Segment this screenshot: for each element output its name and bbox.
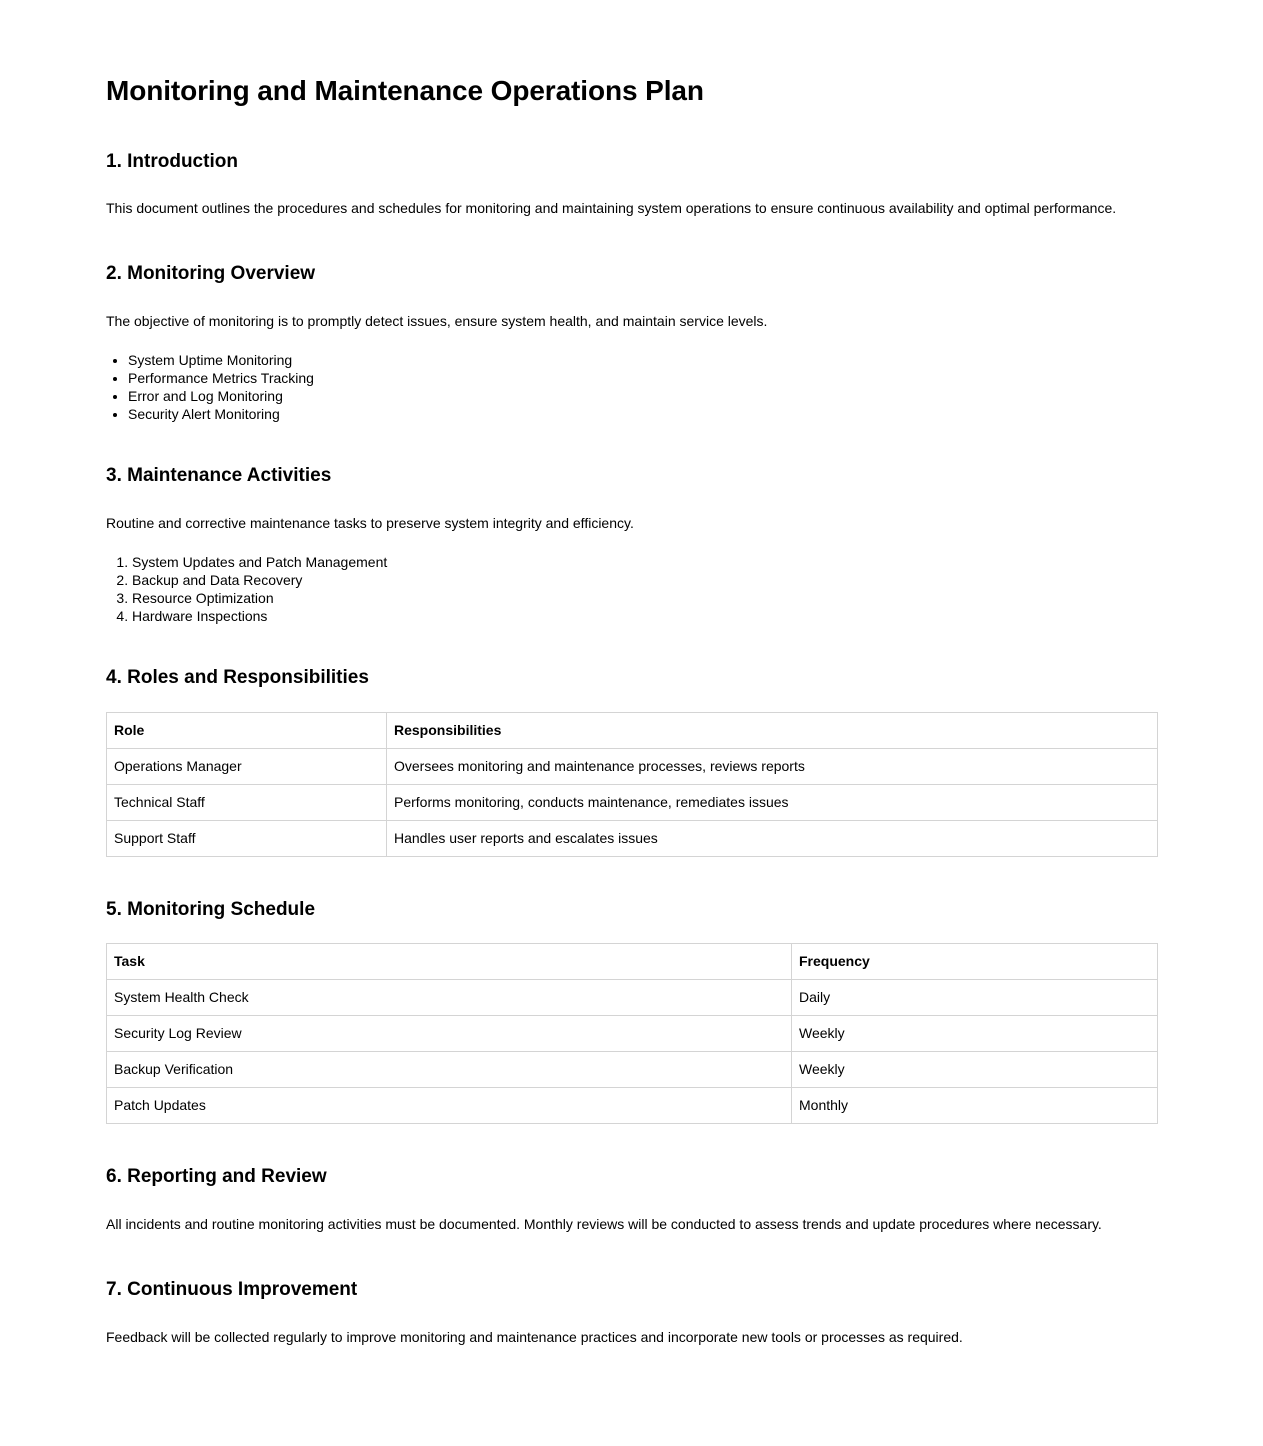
monitoring-overview-bullet-list (106, 351, 1158, 423)
list-item: • Performance Metrics Tracking (128, 369, 1158, 387)
list-item: 2. Backup and Data Recovery (132, 571, 1158, 589)
section-heading: 1. Introduction (106, 150, 238, 172)
list-item: • Security Alert Monitoring (128, 405, 1158, 423)
table-body (107, 980, 1158, 1124)
cell-responsibilities: Oversees monitoring and maintenance processes, reviews reports (387, 748, 1158, 784)
section-heading: 7. Continuous Improvement (106, 1279, 358, 1301)
roles-responsibilities-table (106, 712, 1158, 857)
cell-task: Patch Updates (107, 1088, 792, 1124)
maintenance-activities-numbered-list (106, 553, 1158, 625)
table-row (107, 980, 1158, 1016)
cell-frequency: Weekly (792, 1016, 1158, 1052)
section-heading: 6. Reporting and Review (106, 1166, 327, 1188)
list-item: 3. Resource Optimization (132, 589, 1158, 607)
cell-task: Backup Verification (107, 1052, 792, 1088)
cell-responsibilities: Handles user reports and escalates issues (387, 820, 1158, 856)
cell-frequency: Daily (792, 980, 1158, 1016)
maintenance-activities-list-block (106, 553, 1158, 625)
list-item: 1. System Updates and Patch Management (132, 553, 1158, 571)
section-monitoring-schedule (106, 898, 1158, 1125)
cell-role: Operations Manager (107, 748, 387, 784)
cell-responsibilities: Performs monitoring, conducts maintenance, remediates issues (387, 784, 1158, 820)
monitoring-overview-list-block (106, 351, 1158, 423)
section-maintenance-activities (106, 464, 1158, 625)
list-item: • System Uptime Monitoring (128, 351, 1158, 369)
column-header-task: Task (107, 944, 792, 980)
column-header-frequency: Frequency (792, 944, 1158, 980)
table-row (107, 748, 1158, 784)
section-roles-and-responsibilities (106, 666, 1158, 857)
section-paragraph: This document outlines the procedures and schedules for monitoring and maintaining system operations to ensure continuous availability and optimal performance. (106, 200, 1117, 217)
table-header (107, 944, 1158, 980)
list-item: 4. Hardware Inspections (132, 607, 1158, 625)
table-header (107, 712, 1158, 748)
table-header-row (107, 712, 1158, 748)
table-row (107, 1052, 1158, 1088)
list-item: • Error and Log Monitoring (128, 387, 1158, 405)
table-body (107, 748, 1158, 856)
column-header-responsibilities: Responsibilities (387, 712, 1158, 748)
column-header-role: Role (107, 712, 387, 748)
section-introduction (106, 150, 1158, 222)
section-heading: 4. Roles and Responsibilities (106, 666, 369, 688)
monitoring-schedule-table (106, 943, 1158, 1124)
section-heading: 2. Monitoring Overview (106, 263, 316, 285)
section-heading: 3. Maintenance Activities (106, 465, 332, 487)
section-reporting-and-review (106, 1165, 1158, 1237)
table-row (107, 784, 1158, 820)
table-row (107, 820, 1158, 856)
section-continuous-improvement (106, 1278, 1158, 1350)
table-row (107, 1016, 1158, 1052)
section-monitoring-overview (106, 262, 1158, 423)
page-title: Monitoring and Maintenance Operations Plan (106, 75, 704, 106)
table-header-row (107, 944, 1158, 980)
cell-role: Technical Staff (107, 784, 387, 820)
section-heading: 5. Monitoring Schedule (106, 898, 316, 920)
cell-task: System Health Check (107, 980, 792, 1016)
section-paragraph: The objective of monitoring is to promptly detect issues, ensure system health, and maintain service levels. (106, 313, 768, 330)
section-paragraph: Routine and corrective maintenance tasks to preserve system integrity and efficiency. (106, 514, 634, 531)
section-paragraph: All incidents and routine monitoring activities must be documented. Monthly reviews will be conducted to assess trends and update procedures where necessary. (106, 1216, 1102, 1233)
cell-task: Security Log Review (107, 1016, 792, 1052)
bottom-spacer (106, 1350, 1158, 1446)
cell-role: Support Staff (107, 820, 387, 856)
cell-frequency: Weekly (792, 1052, 1158, 1088)
section-paragraph: Feedback will be collected regularly to improve monitoring and maintenance practices and incorporate new tools or processes as required. (106, 1328, 963, 1345)
table-row (107, 1088, 1158, 1124)
cell-frequency: Monthly (792, 1088, 1158, 1124)
